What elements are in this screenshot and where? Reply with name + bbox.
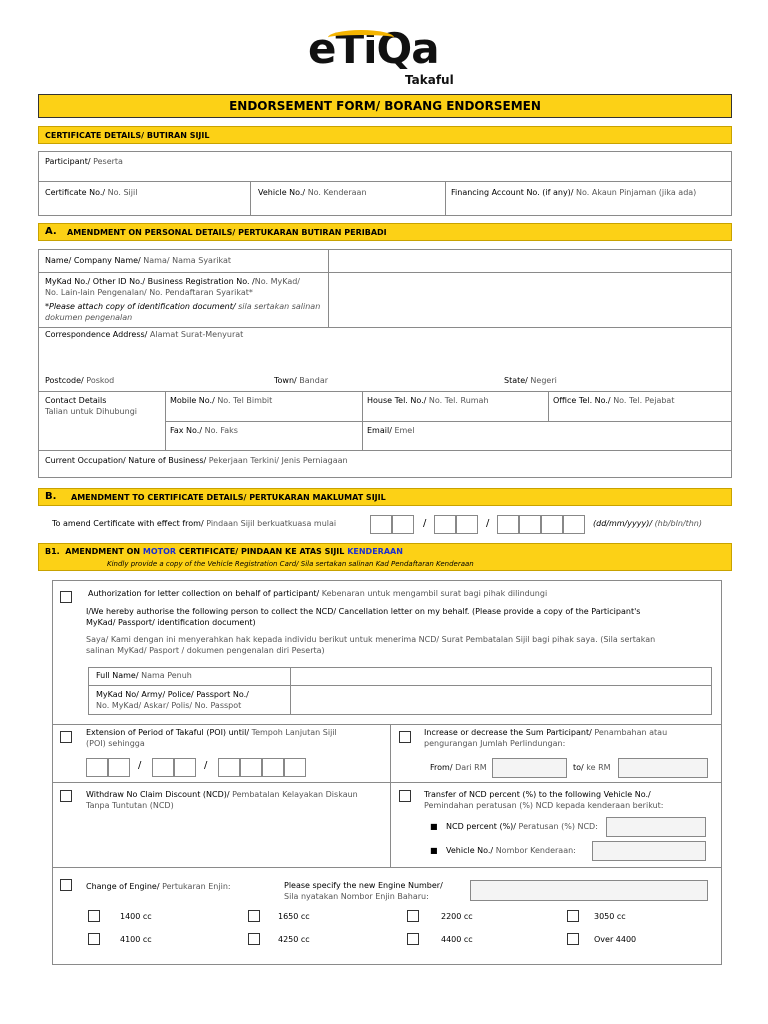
transfer-ncd-label: Transfer of NCD percent (%) to the following Vehicle No./	[424, 790, 651, 799]
name-label[interactable]: Name/ Company Name/ Nama/ Nama Syarikat	[45, 256, 231, 265]
effect-year-1[interactable]	[497, 515, 519, 534]
ncd-percent-bullet: ■	[430, 822, 438, 831]
extension-label-my: (POI) sehingga	[86, 739, 145, 748]
mykad-label[interactable]: MyKad No/ Army/ Police/ Passport No./	[96, 690, 249, 699]
cc-2200-checkbox[interactable]	[407, 910, 419, 922]
withdraw-ncd-label-my: Tanpa Tuntutan (NCD)	[86, 801, 174, 810]
id-label[interactable]: MyKad No./ Other ID No./ Business Registration No. /No. MyKad/	[45, 277, 300, 286]
to-amount-input[interactable]	[618, 758, 708, 778]
logo-sub: Takaful	[405, 73, 454, 87]
email-label[interactable]: Email/ Emel	[367, 426, 415, 435]
section-b1-title: B1. AMENDMENT ON MOTOR CERTIFICATE/ PINDAAN KE ATAS SIJIL KENDERAAN	[45, 547, 403, 556]
date-slash-2: /	[486, 518, 490, 529]
cc-2200-label: 2200 cc	[441, 912, 473, 921]
effect-date-label: To amend Certificate with effect from/ Pindaan Sijil berkuatkuasa mulai	[52, 519, 337, 528]
cc-4100-checkbox[interactable]	[88, 933, 100, 945]
contact-details-label-my: Talian untuk Dihubungi	[45, 407, 137, 416]
cert-header	[38, 126, 732, 144]
state-label[interactable]: State/ Negeri	[504, 376, 557, 385]
certificate-no-label[interactable]: Certificate No./ No. Sijil	[45, 188, 138, 197]
date-slash-1: /	[423, 518, 427, 529]
participant-label[interactable]: Participant/ Peserta	[45, 157, 123, 166]
cc-1400-checkbox[interactable]	[88, 910, 100, 922]
vehicle-no-label[interactable]: Vehicle No./ No. Kenderaan	[258, 188, 367, 197]
transfer-ncd-label-my: Pemindahan peratusan (%) NCD kepada kenderaan berikut:	[424, 801, 664, 810]
extension-checkbox[interactable]	[60, 731, 72, 743]
address-label[interactable]: Correspondence Address/ Alamat Surat-Menyurat	[45, 330, 244, 339]
fax-label[interactable]: Fax No./ No. Faks	[170, 426, 238, 435]
increase-sum-label: Increase or decrease the Sum Participant/ Penambahan atau	[424, 728, 668, 737]
transfer-ncd-checkbox[interactable]	[399, 790, 411, 802]
ext-year-4[interactable]	[284, 758, 306, 777]
cc-over-4400-label: Over 4400	[594, 935, 637, 944]
section-a-title: AMENDMENT ON PERSONAL DETAILS/ PERTUKARAN BUTIRAN PERIBADI	[67, 228, 387, 237]
ext-year-3[interactable]	[262, 758, 284, 777]
ncd-percent-label: NCD percent (%)/ Peratusan (%) NCD:	[446, 822, 598, 831]
engine-number-label-my: Sila nyatakan Nombor Enjin Baharu:	[284, 892, 429, 901]
transfer-vehicle-input[interactable]	[592, 841, 706, 861]
section-a-letter: A.	[45, 226, 57, 237]
occupation-label[interactable]: Current Occupation/ Nature of Business/ Pekerjaan Terkini/ Jenis Perniagaan	[45, 456, 348, 465]
from-label: From/ Dari RM	[430, 763, 487, 772]
cc-3050-checkbox[interactable]	[567, 910, 579, 922]
ext-month-1[interactable]	[152, 758, 174, 777]
cc-4400-checkbox[interactable]	[407, 933, 419, 945]
withdraw-ncd-label: Withdraw No Claim Discount (NCD)/ Pembatalan Kelayakan Diskaun	[86, 790, 358, 799]
town-label[interactable]: Town/ Bandar	[274, 376, 329, 385]
cc-1400-label: 1400 cc	[120, 912, 152, 921]
section-b1-header	[38, 543, 732, 571]
ext-day-1[interactable]	[86, 758, 108, 777]
increase-sum-label-my: pengurangan Jumlah Perlindungan:	[424, 739, 566, 748]
effect-month-1[interactable]	[434, 515, 456, 534]
effect-year-4[interactable]	[563, 515, 585, 534]
section-b-title: AMENDMENT TO CERTIFICATE DETAILS/ PERTUKARAN MAKLUMAT SIJIL	[71, 493, 386, 502]
id-label-my: No. Lain-lain Pengenalan/ No. Pendaftaran Syarikat*	[45, 288, 253, 297]
id-note: *Please attach copy of identification document/ sila sertakan salinan	[45, 302, 321, 311]
cert-header-text: CERTIFICATE DETAILS/ BUTIRAN SIJIL	[45, 131, 210, 140]
authorization-checkbox[interactable]	[60, 591, 72, 603]
section-a-header	[38, 223, 732, 241]
change-engine-label: Change of Engine/ Pertukaran Enjin:	[86, 882, 231, 891]
logo-swoosh	[328, 30, 394, 45]
mykad-label-my: No. MyKad/ Askar/ Polis/ No. Passpot	[96, 701, 242, 710]
from-amount-input[interactable]	[492, 758, 567, 778]
effect-year-2[interactable]	[519, 515, 541, 534]
effect-year-3[interactable]	[541, 515, 563, 534]
authorization-text-4: salinan MyKad/ Pasport / dokumen pengenalan diri Peserta)	[86, 646, 325, 655]
withdraw-ncd-checkbox[interactable]	[60, 790, 72, 802]
form-title-bar	[38, 94, 732, 118]
office-tel-label[interactable]: Office Tel. No./ No. Tel. Pejabat	[553, 396, 675, 405]
cc-4250-checkbox[interactable]	[248, 933, 260, 945]
contact-details-label: Contact Details	[45, 396, 107, 405]
engine-number-input[interactable]	[470, 880, 708, 901]
effect-day-2[interactable]	[392, 515, 414, 534]
ncd-percent-input[interactable]	[606, 817, 706, 837]
to-label: to/ ke RM	[573, 763, 611, 772]
cert-box	[38, 151, 732, 216]
cc-4250-label: 4250 cc	[278, 935, 310, 944]
increase-sum-checkbox[interactable]	[399, 731, 411, 743]
ext-slash-a: /	[138, 760, 142, 771]
authorization-label: Authorization for letter collection on behalf of participant/ Kebenaran untuk mengambil surat bagi pihak dilindungi	[88, 589, 548, 598]
cc-3050-label: 3050 cc	[594, 912, 626, 921]
date-format-label: (dd/mm/yyyy)/ (hb/bln/thn)	[593, 519, 702, 528]
ext-day-2[interactable]	[108, 758, 130, 777]
mobile-label[interactable]: Mobile No./ No. Tel Bimbit	[170, 396, 273, 405]
logo-brand: eTiQa	[308, 24, 439, 73]
section-b-header	[38, 488, 732, 506]
authorization-text-3: Saya/ Kami dengan ini menyerahkan hak kepada individu berikut untuk menerima NCD/ Surat Pembatalan Sijil bagi pihak saya. (Sila sertakan	[86, 635, 656, 644]
authorization-text-2: MyKad/ Passport/ identification document)	[86, 618, 256, 627]
extension-label: Extension of Period of Takaful (POI) until/ Tempoh Lanjutan Sijil	[86, 728, 337, 737]
change-engine-checkbox[interactable]	[60, 879, 72, 891]
vehicle-no-bullet: ■	[430, 846, 438, 855]
form-title: ENDORSEMENT FORM/ BORANG ENDORSEMEN	[229, 99, 541, 113]
full-name-label[interactable]: Full Name/ Nama Penuh	[96, 671, 192, 680]
cc-4100-label: 4100 cc	[120, 935, 152, 944]
etiqa-logo	[308, 24, 468, 90]
cc-1650-label: 1650 cc	[278, 912, 310, 921]
section-b1-note: Kindly provide a copy of the Vehicle Registration Card/ Sila sertakan salinan Kad Pendaftaran Kenderaan	[107, 560, 474, 568]
ext-slash-b: /	[204, 760, 208, 771]
house-tel-label[interactable]: House Tel. No./ No. Tel. Rumah	[367, 396, 489, 405]
effect-day-1[interactable]	[370, 515, 392, 534]
cc-1650-checkbox[interactable]	[248, 910, 260, 922]
ext-year-1[interactable]	[218, 758, 240, 777]
id-note-2: dokumen pengenalan	[45, 313, 133, 322]
financing-account-label[interactable]: Financing Account No. (if any)/ No. Akaun Pinjaman (jika ada)	[451, 188, 697, 197]
effect-month-2[interactable]	[456, 515, 478, 534]
transfer-vehicle-label: Vehicle No./ Nombor Kenderaan:	[446, 846, 576, 855]
cc-4400-label: 4400 cc	[441, 935, 473, 944]
authorization-text-1: I/We hereby authorise the following person to collect the NCD/ Cancellation letter on my behalf. (Please provide a copy of the Participant's	[86, 607, 641, 616]
postcode-label[interactable]: Postcode/ Poskod	[45, 376, 115, 385]
cc-over-4400-checkbox[interactable]	[567, 933, 579, 945]
ext-year-2[interactable]	[240, 758, 262, 777]
engine-number-label: Please specify the new Engine Number/	[284, 881, 443, 890]
ext-month-2[interactable]	[174, 758, 196, 777]
section-b-letter: B.	[45, 491, 57, 502]
